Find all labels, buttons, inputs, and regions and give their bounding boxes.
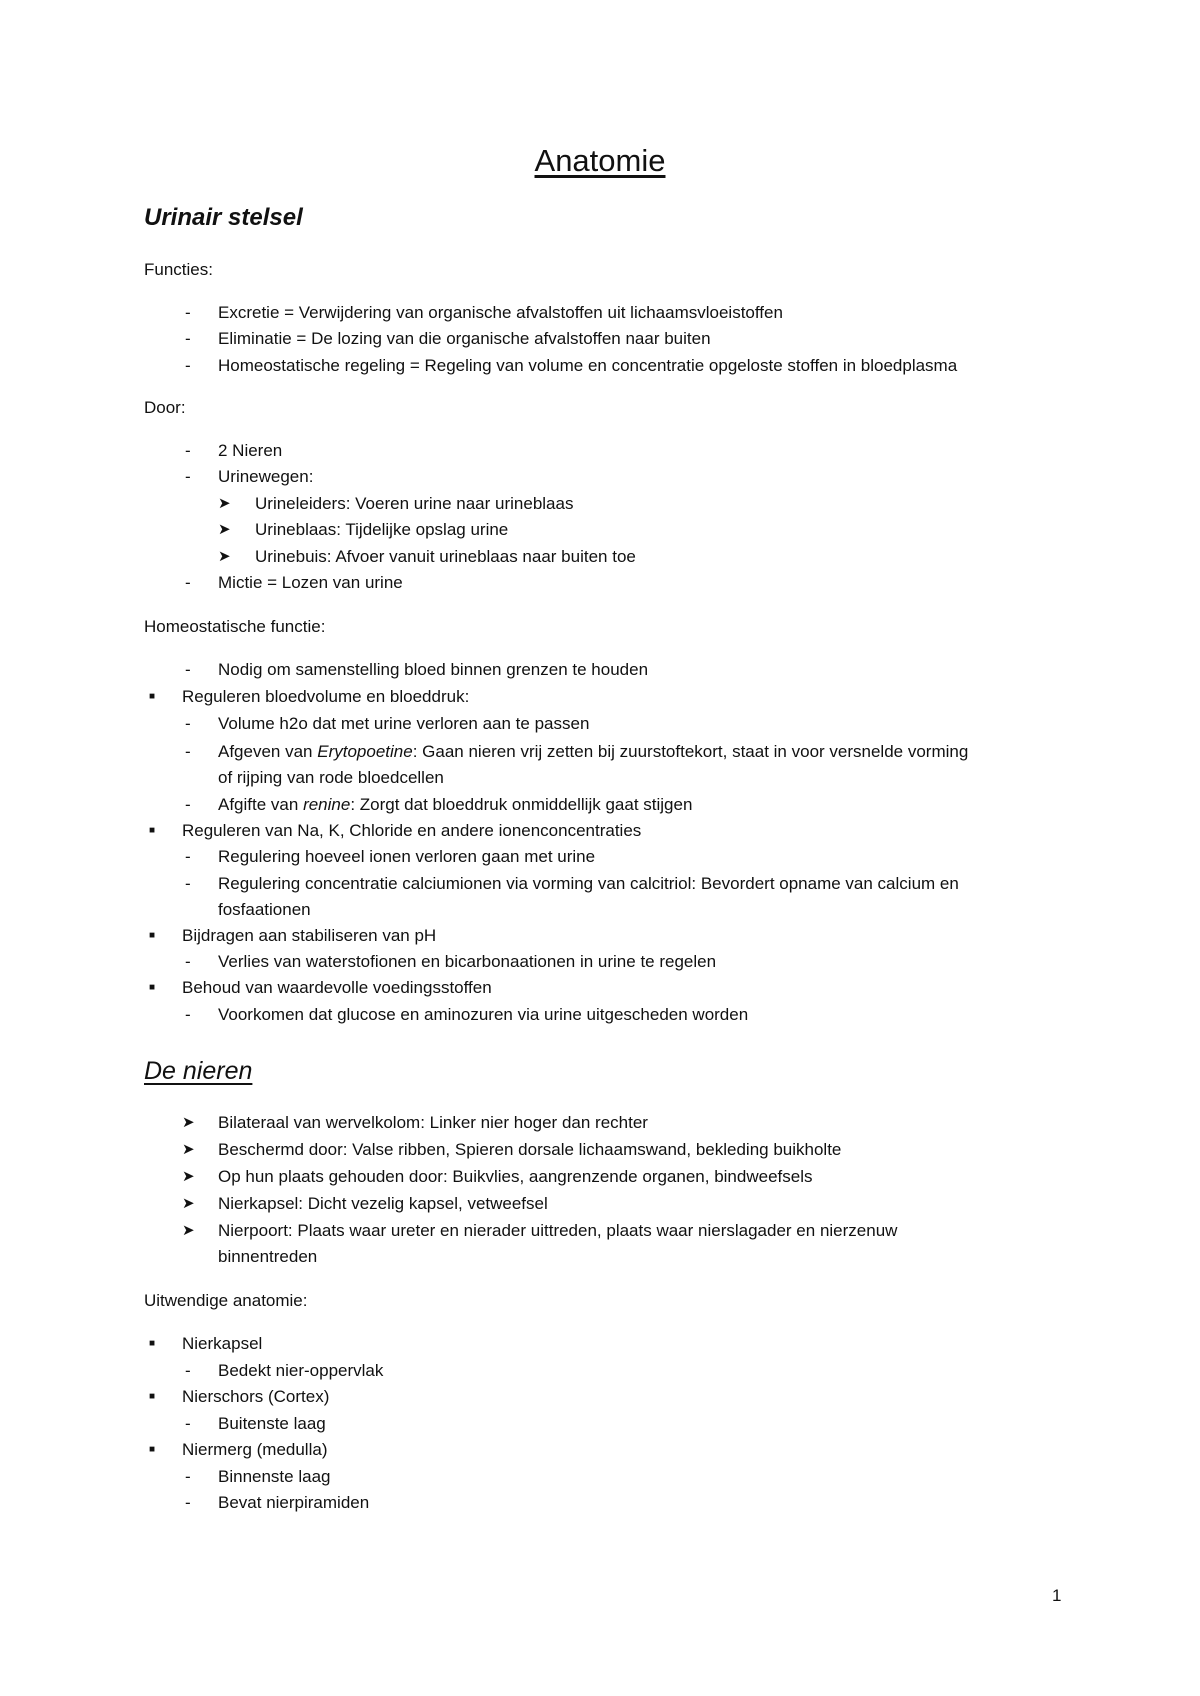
arrow-bullet-icon: ➤: [182, 1168, 195, 1185]
list-item: Nierkapsel: Dicht vezelig kapsel, vetweefsel: [218, 1194, 548, 1213]
text-segment: Afgeven van: [218, 742, 318, 761]
dash-marker: -: [185, 847, 191, 866]
dash-marker: -: [185, 467, 191, 486]
list-item: Op hun plaats gehouden door: Buikvlies, aangrenzende organen, bindweefsels: [218, 1167, 813, 1186]
list-item: Bedekt nier-oppervlak: [218, 1361, 384, 1380]
arrow-bullet-icon: ➤: [218, 521, 231, 538]
dash-marker: -: [185, 952, 191, 971]
dash-marker: -: [185, 1414, 191, 1433]
italic-term: Erytopoetine: [317, 742, 413, 761]
dash-marker: -: [185, 742, 191, 761]
list-item: Urinewegen:: [218, 467, 314, 486]
list-item: Nierpoort: Plaats waar ureter en nierader uittreden, plaats waar nierslagader en nierzenuw: [218, 1221, 898, 1240]
list-item: Mictie = Lozen van urine: [218, 573, 403, 592]
arrow-bullet-icon: ➤: [182, 1222, 195, 1239]
dash-marker: -: [185, 303, 191, 322]
dash-marker: -: [185, 441, 191, 460]
list-item-continuation: of rijping van rode bloedcellen: [218, 768, 444, 787]
bullet-item: Reguleren van Na, K, Chloride en andere ionenconcentraties: [182, 821, 642, 840]
square-bullet-icon: ■: [149, 1391, 156, 1402]
list-item: Voorkomen dat glucose en aminozuren via urine uitgescheden worden: [218, 1005, 749, 1024]
list-item: Beschermd door: Valse ribben, Spieren dorsale lichaamswand, bekleding buikholte: [218, 1140, 842, 1159]
dash-marker: -: [185, 874, 191, 893]
list-item: 2 Nieren: [218, 441, 283, 460]
square-bullet-icon: ■: [149, 1338, 156, 1349]
text-segment: Afgifte van: [218, 795, 304, 814]
dash-marker: -: [185, 1493, 191, 1512]
dash-marker: -: [185, 795, 191, 814]
text-segment: : Zorgt dat bloeddruk onmiddellijk gaat stijgen: [350, 795, 693, 814]
dash-marker: -: [185, 356, 191, 375]
bullet-item: Niermerg (medulla): [182, 1440, 328, 1459]
italic-term: renine: [303, 795, 351, 814]
dash-marker: -: [185, 329, 191, 348]
functies-label: Functies:: [144, 260, 213, 279]
bullet-item: Bijdragen aan stabiliseren van pH: [182, 926, 437, 945]
bullet-item: Reguleren bloedvolume en bloeddruk:: [182, 687, 470, 706]
list-item-continuation: binnentreden: [218, 1247, 318, 1266]
square-bullet-icon: ■: [149, 691, 156, 702]
square-bullet-icon: ■: [149, 825, 156, 836]
list-item-continuation: fosfaationen: [218, 900, 311, 919]
sub-list-item: Urineblaas: Tijdelijke opslag urine: [255, 520, 509, 539]
dash-marker: -: [185, 1361, 191, 1380]
sub-list-item: Urinebuis: Afvoer vanuit urineblaas naar buiten toe: [255, 547, 636, 566]
section-heading-nieren: De nieren: [144, 1057, 253, 1085]
list-item: Nodig om samenstelling bloed binnen grenzen te houden: [218, 660, 649, 679]
list-item: Excretie = Verwijdering van organische afvalstoffen uit lichaamsvloeistoffen: [218, 303, 783, 322]
list-item: Binnenste laag: [218, 1467, 331, 1486]
list-item: Bevat nierpiramiden: [218, 1493, 370, 1512]
square-bullet-icon: ■: [149, 982, 156, 993]
arrow-bullet-icon: ➤: [182, 1114, 195, 1131]
list-item: Eliminatie = De lozing van die organische afvalstoffen naar buiten: [218, 329, 711, 348]
arrow-bullet-icon: ➤: [182, 1195, 195, 1212]
page-number: 1: [1052, 1586, 1062, 1605]
list-item: Regulering concentratie calciumionen via vorming van calcitriol: Bevordert opname van calcium en: [218, 874, 959, 893]
square-bullet-icon: ■: [149, 1444, 156, 1455]
bullet-item: Nierschors (Cortex): [182, 1387, 330, 1406]
list-item: Homeostatische regeling = Regeling van volume en concentratie opgeloste stoffen in bloedplasma: [218, 356, 958, 375]
list-item: Buitenste laag: [218, 1414, 326, 1433]
dash-marker: -: [185, 1467, 191, 1486]
list-item-erytopoetine: [218, 741, 968, 763]
dash-marker: -: [185, 714, 191, 733]
list-item: Volume h2o dat met urine verloren aan te passen: [218, 714, 590, 733]
dash-marker: -: [185, 1005, 191, 1024]
door-label: Door:: [144, 398, 186, 417]
arrow-bullet-icon: ➤: [218, 548, 231, 565]
bullet-item: Behoud van waardevolle voedingsstoffen: [182, 978, 492, 997]
section-heading-urinair: Urinair stelsel: [144, 204, 303, 231]
arrow-bullet-icon: ➤: [182, 1141, 195, 1158]
square-bullet-icon: ■: [149, 930, 156, 941]
page-title: Anatomie: [534, 143, 666, 178]
arrow-bullet-icon: ➤: [218, 495, 231, 512]
list-item: Regulering hoeveel ionen verloren gaan met urine: [218, 847, 596, 866]
text-segment: : Gaan nieren vrij zetten bij zuurstoftekort, staat in voor versnelde vorming: [412, 742, 969, 761]
dash-marker: -: [185, 660, 191, 679]
sub-list-item: Urineleiders: Voeren urine naar urineblaas: [255, 494, 574, 513]
homeo-label: Homeostatische functie:: [144, 617, 326, 636]
dash-marker: -: [185, 573, 191, 592]
uitwendige-label: Uitwendige anatomie:: [144, 1291, 308, 1310]
list-item: Bilateraal van wervelkolom: Linker nier hoger dan rechter: [218, 1113, 648, 1132]
list-item: Verlies van waterstofionen en bicarbonaationen in urine te regelen: [218, 952, 717, 971]
list-item-renine: [218, 794, 692, 816]
bullet-item: Nierkapsel: [182, 1334, 263, 1353]
